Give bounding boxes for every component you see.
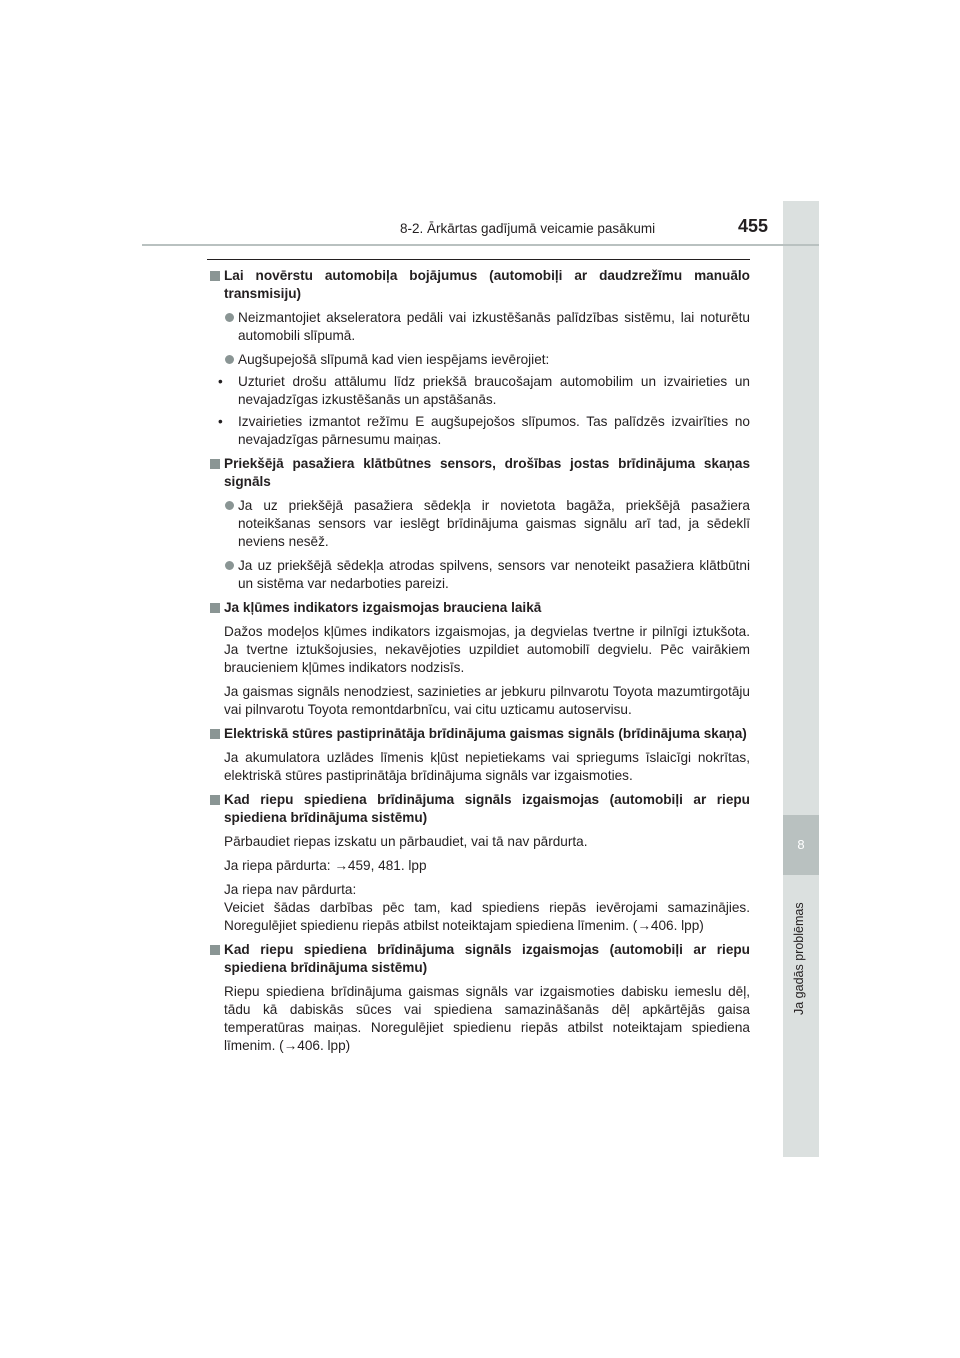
- section-heading: [207, 455, 750, 491]
- dot-bullet-icon: •: [218, 414, 223, 429]
- section-heading: [207, 599, 750, 617]
- square-bullet-icon: [210, 729, 220, 739]
- bullet-text: Augšupejošā slīpumā kad vien iespējams ievērojiet:: [238, 352, 550, 367]
- bullet-item: [207, 557, 750, 593]
- section-title: Kad riepu spiediena brīdinājuma signāls izgaismojas (automobiļi ar riepu spiediena brīdinājuma sistēmu): [224, 792, 750, 825]
- square-bullet-icon: [210, 459, 220, 469]
- bullet-text: Ja uz priekšējā pasažiera sēdekļa ir novietota bagāža, priekšējā pasažiera noteikšanas sensors var ieslēgt brīdinājuma gaismas signālu arī tad, ja sēdeklī neviens nesēž.: [238, 498, 750, 549]
- chapter-number: 8: [797, 837, 805, 852]
- square-bullet-icon: [210, 945, 220, 955]
- square-bullet-icon: [210, 271, 220, 281]
- sub-item: [207, 373, 750, 409]
- circle-bullet-icon: [225, 355, 234, 364]
- content-top-rule: [207, 259, 750, 260]
- section-title: Elektriskā stūres pastiprinātāja brīdinājuma gaismas signāls (brīdinājuma skaņa): [224, 726, 747, 741]
- chapter-label: Ja gadās problēmas: [792, 902, 806, 1015]
- section-heading: [207, 941, 750, 977]
- bullet-item: [207, 309, 750, 345]
- bullet-text: Neizmantojiet akseleratora pedāli vai izkustēšanās palīdzības sistēmu, lai noturētu automobili slīpumā.: [238, 310, 750, 343]
- paragraph-page-reference: Ja riepa pārdurta: →459, 481. lpp: [224, 858, 427, 873]
- page-number: 455: [738, 216, 769, 236]
- section-title: Priekšējā pasažiera klātbūtnes sensors, drošības jostas brīdinājuma skaņas signāls: [224, 456, 750, 489]
- square-bullet-icon: [210, 795, 220, 805]
- section-heading: [207, 725, 750, 743]
- section-title: Kad riepu spiediena brīdinājuma signāls izgaismojas (automobiļi ar riepu spiediena brīdinājuma sistēmu): [224, 942, 750, 975]
- paragraph: Pārbaudiet riepas izskatu un pārbaudiet, vai tā nav pārdurta.: [224, 834, 588, 849]
- section-heading: [207, 267, 750, 303]
- chapter-number-box: [783, 815, 819, 875]
- paragraph: Ja gaismas signāls nenodziest, sazinieties ar jebkuru pilnvarotu Toyota mazumtirgotāju vai pilnvarotu Toyota remontdarbnīcu, vai citu uzticamu autoservisu.: [224, 684, 750, 717]
- header-rule: [142, 244, 819, 246]
- section-heading: [207, 791, 750, 827]
- circle-bullet-icon: [225, 501, 234, 510]
- bullet-text: Ja uz priekšējā sēdekļa atrodas spilvens, sensors var nenoteikt pasažiera klātbūtni un sistēma var nedarboties pareizi.: [238, 558, 750, 591]
- bullet-item: [207, 497, 750, 551]
- section-title: Ja kļūmes indikators izgaismojas brauciena laikā: [224, 600, 542, 615]
- circle-bullet-icon: [225, 561, 234, 570]
- sub-item: [207, 413, 750, 449]
- page-content: [207, 259, 750, 1055]
- square-bullet-icon: [210, 603, 220, 613]
- sub-item-text: Izvairieties izmantot režīmu E augšupejošos slīpumos. Tas palīdzēs izvairīties no nevajadzīgas pārnesumu maiņas.: [238, 414, 750, 447]
- paragraph: Dažos modeļos kļūmes indikators izgaismojas, ja degvielas tvertne ir pilnīgi iztukšota. Ja tvertne iztukšojusies, nekavējoties uzpildiet automobilī degvielu. Pēc vairākiem braucieniem kļūmes indikators nodzisīs.: [224, 624, 750, 675]
- circle-bullet-icon: [225, 313, 234, 322]
- section-title: Lai novērstu automobiļa bojājumus (automobiļi ar daudzrežīmu manuālo transmisiju): [224, 268, 750, 301]
- bullet-item: [207, 351, 750, 369]
- sub-item-text: Uzturiet drošu attālumu līdz priekšā braucošajam automobilim un izvairieties un nevajadzīgas izkustēšanās un apstāšanās.: [238, 374, 750, 407]
- running-header-section: 8-2. Ārkārtas gadījumā veicamie pasākumi: [400, 221, 656, 236]
- paragraph: Ja akumulatora uzlādes līmenis kļūst nepietiekams vai spriegums īslaicīgi nokrītas, elektriskā stūres pastiprinātāja brīdinājuma signāls var izgaismoties.: [224, 750, 750, 783]
- dot-bullet-icon: •: [218, 374, 223, 389]
- paragraph: Riepu spiediena brīdinājuma gaismas signāls var izgaismoties dabisku iemeslu dēļ, tādu kā dabiskās sūces vai spiediena samazināšanās dēļ apkārtējās gaisa temperatūras maiņas. Noregulējiet spiedienu riepās atbilst noteiktajam spiediena līmenim. (→406. lpp): [224, 984, 750, 1053]
- paragraph: Ja riepa nav pārdurta: Veiciet šādas darbības pēc tam, kad spiediens riepās ievērojami samazinājies. Noregulējiet spiedienu riepās atbilst noteiktajam spiediena līmenim. (→406. lpp): [224, 882, 750, 933]
